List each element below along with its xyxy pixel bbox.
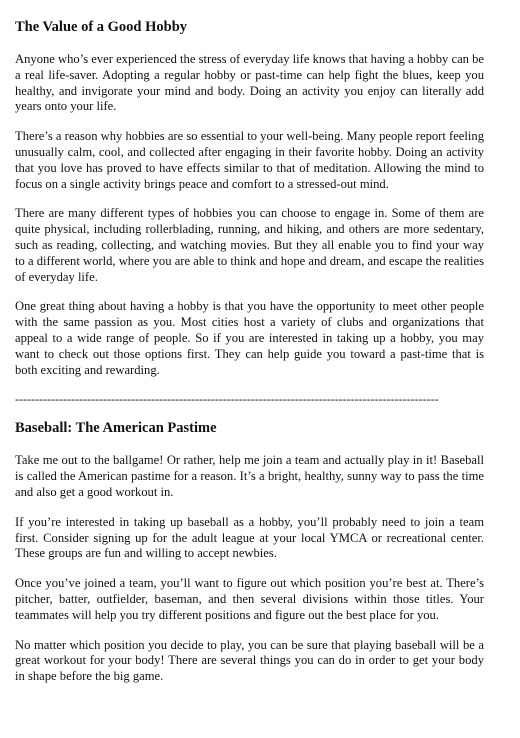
document-page — [15, 18, 484, 699]
paragraph: There’s a reason why hobbies are so essential to your well-being. Many people report feeling unusually calm, cool, and collected after engaging in their favorite hobby. Doing an activity that you love has proved to have effects similar to that of meditation. Allowing the mind to focus on a single activity brings peace and comfort to a stressed-out mind. — [15, 129, 484, 191]
paragraph: Once you’ve joined a team, you’ll want to figure out which position you’re best at. There’s pitcher, batter, outfielder, baseman, and then several divisions within those titles. Your teammates will help you try different positions and figure out the best place for you. — [15, 576, 484, 622]
paragraph: Take me out to the ballgame! Or rather, help me join a team and actually play in it! Baseball is called the American pastime for a reason. It’s a bright, healthy, sunny way to pass the time and also get a good workout in. — [15, 453, 484, 499]
paragraph: One great thing about having a hobby is that you have the opportunity to meet other people with the same passion as you. Most cities host a variety of clubs and organizations that appeal to a wide range of people. So if you are interested in taking up a hobby, you may want to check out those options first. They can help guide you toward a past-time that is both exciting and rewarding. — [15, 299, 484, 377]
section-baseball — [15, 419, 484, 685]
section-title: Baseball: The American Pastime — [15, 420, 217, 437]
paragraph: No matter which position you decide to play, you can be sure that playing baseball will be a great workout for your body! There are several things you can do in order to get your body in shape before the big game. — [15, 637, 484, 684]
section-hobby — [15, 18, 484, 378]
section-separator: ---------------------------------------------------------------------------------------------------------- — [15, 392, 439, 407]
section-title: The Value of a Good Hobby — [15, 19, 188, 35]
paragraph: There are many different types of hobbies you can choose to engage in. Some of them are quite physical, including rollerblading, running, and hiking, and others are more sedentary, such as reading, collecting, and watching movies. But they all enable you to find your way to a different world, where you are able to think and hope and dream, and escape the realities of everyday life. — [15, 206, 484, 284]
paragraph: If you’re interested in taking up baseball as a hobby, you’ll probably need to join a team first. Consider signing up for the adult league at your local YMCA or recreational center. These groups are fun and willing to accept newbies. — [15, 514, 484, 561]
paragraph: Anyone who’s ever experienced the stress of everyday life knows that having a hobby can be a real life-saver. Adopting a regular hobby or past-time can help fight the blues, keep you healthy, and invigorate your mind and body. Doing an activity you enjoy can literally add years onto your life. — [15, 52, 484, 114]
